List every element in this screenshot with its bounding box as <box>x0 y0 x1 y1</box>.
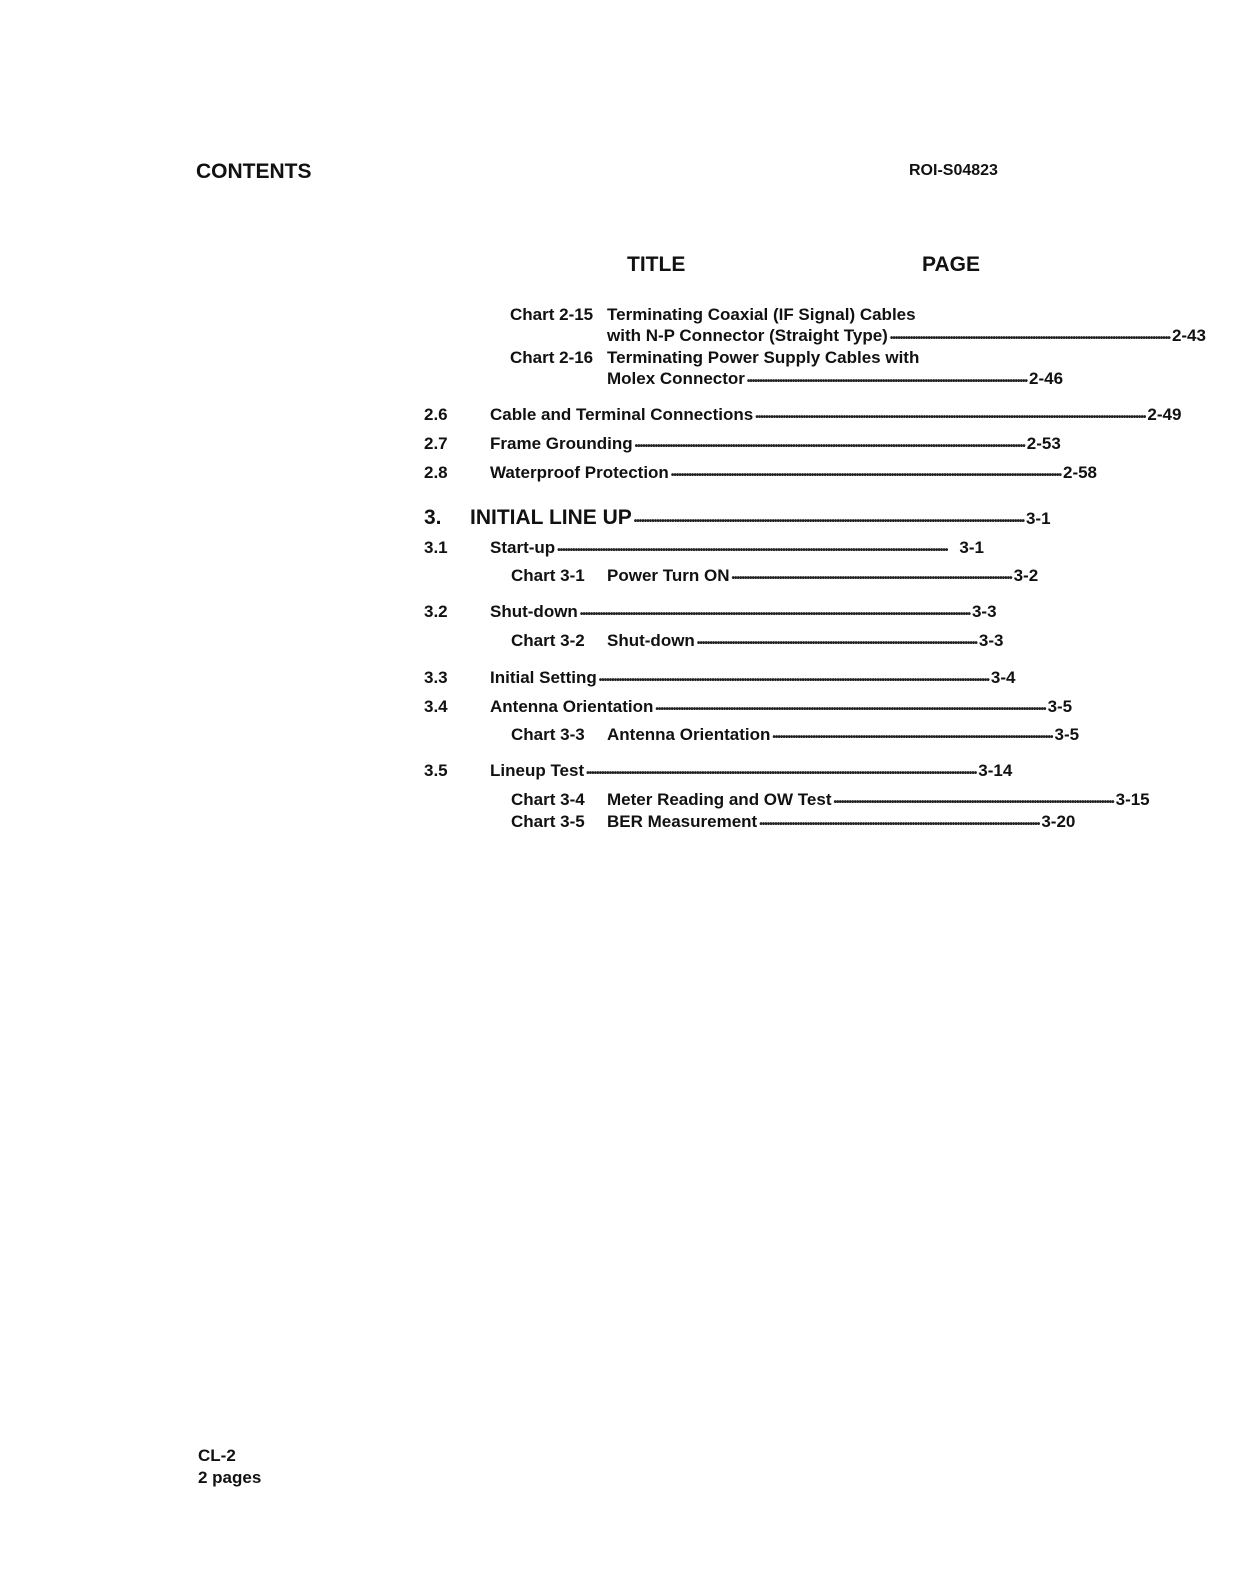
page-number: 2-53 <box>1026 434 1061 453</box>
entry-title: Start-up <box>490 538 556 557</box>
entry-title: Power Turn ON <box>607 566 730 585</box>
toc-entry-leader-line <box>607 369 1064 391</box>
toc-entry-chapter-3 <box>470 506 1051 532</box>
entry-title: Molex Connector <box>607 369 745 388</box>
toc-entry-2-7 <box>490 434 1061 456</box>
toc-entry-chart-3-2 <box>607 631 1004 653</box>
dot-leader: •••••••••••••••••••••••••••••••••••••••••••••••••••••••••••••••••••••••••••••••••••••••••••••••••••••••••••••••• <box>731 573 1012 584</box>
chart-label: Chart 3-2 <box>511 631 585 650</box>
page-code: CL-2 <box>198 1446 236 1465</box>
toc-entry-chart-3-3 <box>607 725 1080 747</box>
section-number: 2.6 <box>424 405 448 424</box>
dot-leader: •••••••••••••••••••••••••••••••••••••••••••••••••••••••••••••••••••••••••••••••••••••••••••••••••••••••••••••••••••••••••••••••••••••••••••••••••••••••••••• <box>634 441 1025 452</box>
section-number: 3.2 <box>424 602 448 621</box>
entry-title: Initial Setting <box>490 668 597 687</box>
section-number: 3.1 <box>424 538 448 557</box>
page-number: 3-4 <box>990 668 1016 687</box>
page-number: 3-15 <box>1115 790 1150 809</box>
page-number: 3-14 <box>978 761 1013 780</box>
chart-label: Chart 3-4 <box>511 790 585 809</box>
entry-title: Waterproof Protection <box>490 463 669 482</box>
dot-leader: •••••••••••••••••••••••••••••••••••••••••••••••••••••••••••••••••••••••••••••••••••••••••••••••••••••••••••••••••••••••••••••••••••••••••••••••••••••••••••• <box>557 545 948 556</box>
toc-entry-2-6 <box>490 405 1182 427</box>
dot-leader: •••••••••••••••••••••••••••••••••••••••••••••••••••••••••••••••••••••••••••••••••••••••••••••••••••••••••••••••• <box>772 732 1053 743</box>
toc-entry-3-1 <box>490 538 984 560</box>
dot-leader: •••••••••••••••••••••••••••••••••••••••••••••••••••••••••••••••••••••••••••••••••••••••••••••••••••••••••••••••• <box>696 638 977 649</box>
toc-entry-text-line <box>607 305 916 327</box>
chapter-number: 3. <box>424 506 442 529</box>
page-number: 3-1 <box>959 538 984 557</box>
page-number: 2-46 <box>1029 369 1064 388</box>
entry-title: Cable and Terminal Connections <box>490 405 754 424</box>
entry-title: BER Measurement <box>607 812 758 831</box>
entry-title: Meter Reading and OW Test <box>607 790 832 809</box>
dot-leader: •••••••••••••••••••••••••••••••••••••••••••••••••••••••••••••••••••••••••••••••••••••••••••••••••••••••••••••••••••••••••••••••••••••••••••••••••••••••••••• <box>755 412 1146 423</box>
page-number: 2-49 <box>1147 405 1182 424</box>
section-number: 2.8 <box>424 463 448 482</box>
toc-entry-3-4 <box>490 697 1073 719</box>
entry-title: with N-P Connector (Straight Type) <box>607 326 888 345</box>
dot-leader: •••••••••••••••••••••••••••••••••••••••••••••••••••••••••••••••••••••••••••••••••••••••••••••••••••••••••••••••• <box>889 333 1170 344</box>
chart-label: Chart 2-15 <box>510 305 594 324</box>
page-number: 2-43 <box>1171 326 1206 345</box>
page-number: 3-20 <box>1041 812 1076 831</box>
dot-leader: •••••••••••••••••••••••••••••••••••••••••••••••••••••••••••••••••••••••••••••••••••••••••••••••••••••••••••••••••••••••••••••••••••••••••••••••••••••••••••• <box>579 609 970 620</box>
dot-leader: •••••••••••••••••••••••••••••••••••••••••••••••••••••••••••••••••••••••••••••••••••••••••••••••••••••••••••••••••••••••••••••••••••••••••••••••••••••••••••• <box>670 470 1061 481</box>
chart-label: Chart 3-3 <box>511 725 585 744</box>
section-number: 3.5 <box>424 761 448 780</box>
section-number: 3.3 <box>424 668 448 687</box>
section-number: 3.4 <box>424 697 448 716</box>
chart-label: Chart 3-5 <box>511 812 585 831</box>
chart-label: Chart 2-16 <box>510 348 594 367</box>
toc-entry-chart-3-5 <box>607 812 1076 834</box>
entry-title: Terminating Coaxial (IF Signal) Cables <box>607 305 916 324</box>
dot-leader: •••••••••••••••••••••••••••••••••••••••••••••••••••••••••••••••••••••••••••••••••••••••••••••••••••••••••••••••••••••••••••••••••••••••••••••••••••••••••••• <box>633 516 1024 527</box>
toc-entry-3-3 <box>490 668 1016 690</box>
toc-entry-3-5 <box>490 761 1013 783</box>
chart-label: Chart 3-1 <box>511 566 585 585</box>
toc-entry-leader-line <box>607 326 1206 348</box>
page-number: 3-1 <box>1025 509 1051 528</box>
document-id: ROI-S04823 <box>909 162 998 179</box>
page-number: 3-3 <box>978 631 1004 650</box>
dot-leader: •••••••••••••••••••••••••••••••••••••••••••••••••••••••••••••••••••••••••••••••••••••••••••••••••••••••••••••••• <box>759 819 1040 830</box>
dot-leader: •••••••••••••••••••••••••••••••••••••••••••••••••••••••••••••••••••••••••••••••••••••••••••••••••••••••••••••••••••••••••••••••••••••••••••••••••••••••••••• <box>655 704 1046 715</box>
entry-title: INITIAL LINE UP <box>470 506 632 529</box>
entry-title: Shut-down <box>607 631 695 650</box>
toc-entry-chart-2-16 <box>510 348 593 370</box>
toc-entry-3-2 <box>490 602 997 624</box>
section-number: 2.7 <box>424 434 448 453</box>
title-column-heading: TITLE <box>627 253 686 276</box>
page-number: 2-58 <box>1062 463 1098 482</box>
page-column-heading: PAGE <box>922 253 980 276</box>
entry-title: Frame Grounding <box>490 434 633 453</box>
toc-entry-text-line <box>607 348 919 370</box>
entry-title: Lineup Test <box>490 761 585 780</box>
entry-title: Antenna Orientation <box>607 725 771 744</box>
page-number: 3-5 <box>1054 725 1080 744</box>
page-number: 3-5 <box>1047 697 1073 716</box>
entry-title: Antenna Orientation <box>490 697 654 716</box>
contents-heading: CONTENTS <box>196 160 312 183</box>
page-number: 3-3 <box>971 602 997 621</box>
dot-leader: •••••••••••••••••••••••••••••••••••••••••••••••••••••••••••••••••••••••••••••••••••••••••••••••••••••••••••••••••••••••••••••••••••••••••••••••••••••••••••• <box>598 675 989 686</box>
page-count: 2 pages <box>198 1468 262 1487</box>
toc-entry-chart-3-1 <box>607 566 1039 588</box>
dot-leader: •••••••••••••••••••••••••••••••••••••••••••••••••••••••••••••••••••••••••••••••••••••••••••••••••••••••••••••••••••••••••••••••••••••••••••••••••••••••••••• <box>586 768 977 779</box>
dot-leader: •••••••••••••••••••••••••••••••••••••••••••••••••••••••••••••••••••••••••••••••••••••••••••••••••••••••••••••••• <box>833 797 1114 808</box>
toc-entry-2-8 <box>490 463 1098 485</box>
dot-leader: •••••••••••••••••••••••••••••••••••••••••••••••••••••••••••••••••••••••••••••••••••••••••••••••••••••••••••••••• <box>746 376 1028 387</box>
entry-title: Terminating Power Supply Cables with <box>607 348 920 367</box>
toc-entry-chart-3-4 <box>607 790 1150 812</box>
toc-entry-chart-2-15 <box>510 305 593 327</box>
page-number: 3-2 <box>1013 566 1039 585</box>
entry-title: Shut-down <box>490 602 578 621</box>
